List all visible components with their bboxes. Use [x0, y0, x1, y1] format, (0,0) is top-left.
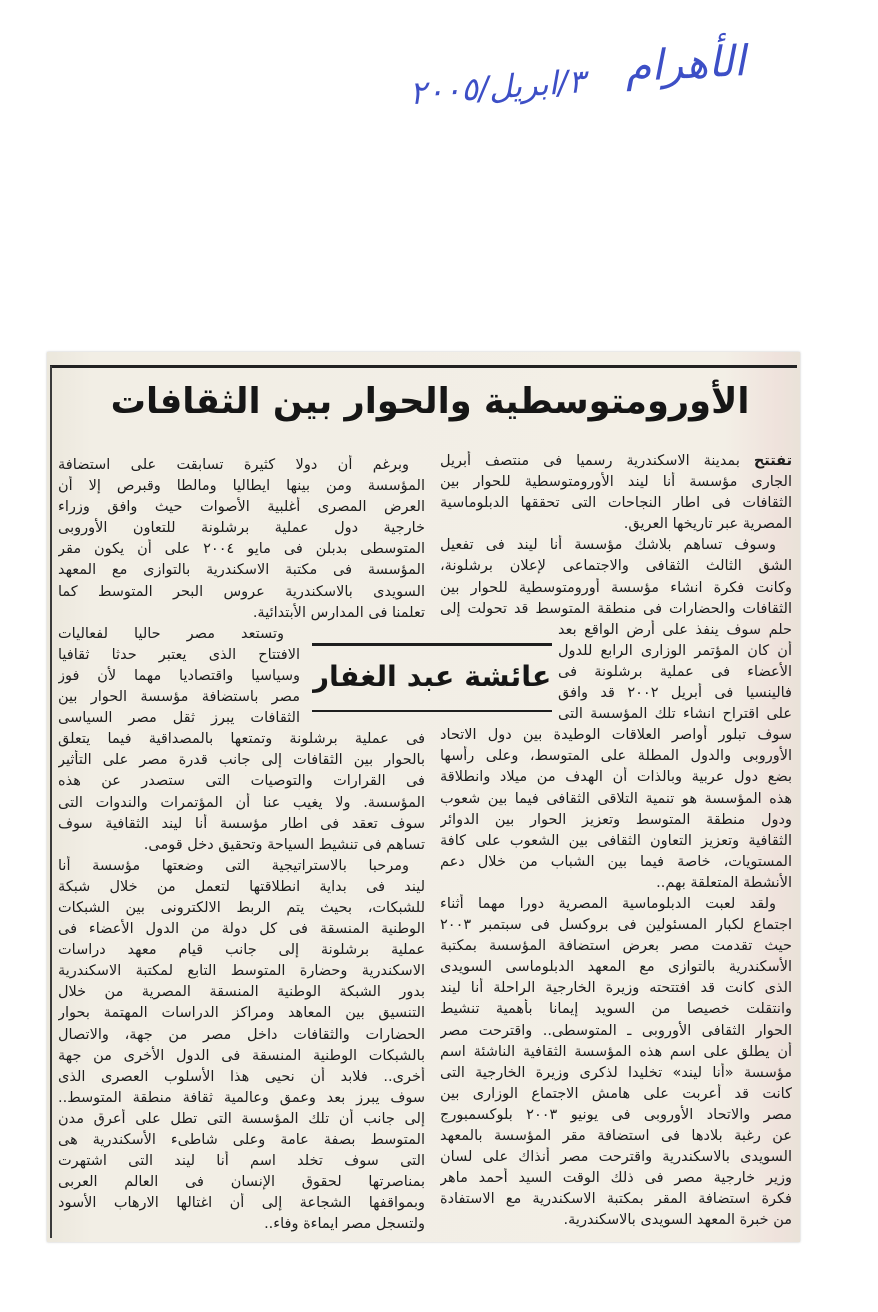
- article-line: خارجية دول عملية برشلونة للتعاون الأوروبى: [58, 520, 425, 537]
- article-line: وزير خارجية مصر فى ذلك الوقت السيد أحمد ماهر: [440, 1170, 792, 1187]
- article-line: بضع دول عربية وبالذات أن الهدف من ميلاد وانطلاقة: [440, 769, 792, 786]
- article-line: فى القرارات والتوصيات التى ستصدر عن هذه: [58, 773, 425, 790]
- article-line: فالينسيا فى أبريل ٢٠٠٢ قد وافق: [558, 685, 792, 702]
- article-line: الأوروبى والدول المطلة على المتوسط، وعلى رأسها: [440, 748, 792, 765]
- article-line: المستويات، خاصة فيما بين الشباب من خلال دعم: [440, 853, 792, 870]
- article-line: تعلمنا فى المدارس الأبتدائية.: [252, 604, 425, 621]
- article-line: أخرى.. فلابد أن نحيى هذا الأسلوب العصرى الذى: [58, 1068, 425, 1085]
- article-line: العرض المصرى أغلبية الأصوات حيث وافق وزراء: [58, 499, 425, 516]
- article-line: ليند فى بداية انطلاقتها لتعمل من خلال شبكة: [58, 878, 425, 895]
- article-line: عن رغبة بلادها فى استضافة مقر المؤسسة بالمعهد: [440, 1128, 792, 1144]
- article-line: وتستعد مصر حاليا لفعاليات: [58, 625, 284, 642]
- article-line: فكرة استضافة المقر بمكتبة الاسكندرية مع الاستفادة: [440, 1191, 792, 1208]
- article-line: الحوار الثقافى الأوروبى ـ المتوسطى.. واقترحت مصر: [440, 1022, 792, 1039]
- article-line: حلم سوف ينفذ على أرض الواقع بعد: [558, 621, 792, 638]
- article-line: الثقافات والحضارات فى منطقة المتوسط قد تحولت إلى: [440, 600, 792, 617]
- article-headline: الأورومتوسطية والحوار بين الثقافات: [110, 381, 750, 422]
- article-line: وانتقلت خصيصا من السويد إيمانا بأهمية تنشيط: [440, 1001, 792, 1018]
- article-line: الأسكندرية بالتوازى مع المعهد الدبلوماسى السويدى: [440, 959, 792, 976]
- article-line: مصر والاتحاد الأوروبى فى يونيو ٢٠٠٣ بلوكسمبورج: [440, 1106, 792, 1123]
- article-line: تساهم فى تنشيط السياحة وتحقيق دخل قومى.: [143, 836, 425, 853]
- article-line: الأنشطة المتعلقة بهم..: [656, 874, 792, 891]
- article-line: الحضارات والثقافات داخل مصر من جهة، والاتصال: [58, 1026, 425, 1043]
- article-line: أن يطلق على اسم هذه المؤسسة الثقافية الناشئة اسم: [440, 1043, 792, 1060]
- article-line: سوف تعقد فى اطار مؤسسة أنا ليند الثقافية سوف: [58, 815, 425, 832]
- article-line: مؤسسة «أنا ليند» تخليدا لذكرى وزيرة الخارجية التى: [440, 1064, 792, 1081]
- article-line: بالشبكات الوطنية المنسقة فى الدول الأخرى من جهة: [58, 1047, 425, 1064]
- article-line: وسوف تساهم بلاشك مؤسسة أنا ليند فى تفعيل: [440, 537, 776, 554]
- article-line: السويدى بالاسكندرية عروس البحر المتوسط كما: [58, 583, 425, 600]
- article-line: ولقد لعبت الدبلوماسية المصرية دورا مهما أثناء: [440, 895, 776, 912]
- article-line: سوف يبرز بعد وعمق وعالمية ثقافة منطقة المتوسط..: [58, 1089, 425, 1106]
- article-line: حيث تقدمت مصر بعرض استضافة المؤسسة بمكتبة: [440, 938, 792, 955]
- article-line: المؤسسة. ولا يغيب عنا أن المؤتمرات والندوات التى: [58, 794, 425, 811]
- article-line: السويدى بالاسكندرية واقترحت مصر أنذاك على لسان: [440, 1149, 792, 1166]
- article-line-text: بمدينة الاسكندرية رسميا فى منتصف أبريل: [440, 453, 740, 469]
- article-line: الثقافات يبرز ثقل مصر السياسى: [58, 710, 300, 727]
- article-line: [440, 451, 792, 472]
- author-byline: عائشة عبد الغفار: [312, 643, 552, 712]
- article-line: وبمواقفها الشجاعة إلى أن اغتالها الارهاب الأسود: [58, 1195, 425, 1212]
- article-line: كانت قد أعربت على هامش الاجتماع الوزارى بين: [440, 1085, 792, 1102]
- handwritten-date: ٣/ابريل/٢٠٠٥: [408, 62, 587, 113]
- article-line: الذى كانت قد افتتحته وزيرة الخارجية الراحلة أنا ليند: [440, 980, 792, 997]
- article-line: الشق الثالث الثقافى والاجتماعى لإعلان برشلونة،: [440, 558, 792, 575]
- article-line: ولتسجل مصر ايماءة وفاء..: [264, 1216, 425, 1233]
- article-line: ودول منطقة المتوسط وتعزيز الحوار بين الدوائر: [440, 811, 792, 828]
- article-line: المتوسط بصفة عامة وعلى شاطىء الأسكندرية هى: [58, 1132, 425, 1148]
- article-line: سوف تبلور أواصر العلاقات الوطيدة بين دول الاتحاد: [440, 727, 792, 744]
- article-line: أن كان المؤتمر الوزارى الرابع للدول: [558, 642, 792, 659]
- article-line: المؤسسة فى مكتبة الاسكندرية بالتوازى مع المعهد: [58, 562, 425, 579]
- article-line: التنسيق بين المعاهد ومراكز الدراسات المهتمة بحوار: [58, 1005, 425, 1022]
- article-line: المصرية عبر تاريخها العريق.: [623, 516, 792, 533]
- article-line: مصر باستضافة مؤسسة الحوار بين: [58, 689, 300, 706]
- top-rule: [50, 365, 797, 368]
- article-line: الثقافات فى اطار النجاحات التى تحققها الدبلوماسية: [440, 495, 792, 512]
- article-line: من خبرة المعهد السويدى بالاسكندرية.: [563, 1212, 792, 1229]
- article-line: على اقتراح انشاء تلك المؤسسة التى: [558, 706, 792, 723]
- article-line: للشبكات، بحيث يتم الربط الالكترونى بين الشبكات: [58, 899, 425, 916]
- article-line: فى عملية برشلونة وتمتعها بالمصداقية فيما يتعلق: [58, 731, 425, 748]
- lead-word: تفتتح: [753, 453, 792, 469]
- article-line: هذه المؤسسة هو تنمية التلاقى الثقافى فيما بين شعوب: [440, 790, 792, 807]
- article-line: وكانت فكرة انشاء مؤسسة أورومتوسطية للحوار بين: [440, 579, 792, 596]
- article-line: الثقافية وتعزيز التعاون الثقافى بين الشعوب على كافة: [440, 832, 792, 849]
- article-line: الافتتاح الذى يعتبر حدثا ثقافيا: [58, 646, 300, 663]
- article-line: بدور الشبكة الوطنية المنسقة المصرية من خلال: [58, 984, 425, 1001]
- article-line: الأعضاء فى عملية برشلونة فى: [558, 663, 792, 680]
- article-line: الاسكندرية وحضارة المتوسط التابع لمكتبة الاسكندرية: [58, 963, 425, 980]
- article-line: ومرحبا بالاستراتيجية التى وضعتها مؤسسة أنا: [58, 857, 409, 874]
- handwritten-publication-name: الأهرام: [623, 36, 747, 92]
- article-line: التى سوف تخلد اسم أنا ليند التى اشتهرت: [58, 1153, 425, 1170]
- article-line: وبرغم أن دولا كثيرة تسابقت على استضافة: [58, 457, 409, 473]
- article-line: وسياسيا واقتصاديا مهما لأن فوز: [58, 667, 300, 684]
- article-line: اجتماع لكبار المسئولين فى بروكسل فى سبتمبر ٢٠٠٣: [440, 917, 792, 934]
- article-line: المتوسطى بدبلن فى مايو ٢٠٠٤ على أن يكون مقر: [58, 541, 425, 558]
- article-line: إلى جانب أن تلك المؤسسة التى تطل على أعرق مدن: [58, 1110, 425, 1127]
- article-line: المؤسسة ومن بينها ايطاليا ومالطا وقبرص إلا أن: [58, 478, 425, 495]
- article-column-right: [440, 451, 792, 1231]
- article-line: عملية برشلونة إلى جانب قيام معهد دراسات: [58, 942, 425, 959]
- left-edge-rule: [50, 366, 52, 1238]
- article-line: الوطنية المنسقة فى كل دولة من الدول الأعضاء فى: [58, 921, 425, 938]
- article-line: بمناصرتها لحقوق الإنسان فى العالم العربى: [58, 1174, 425, 1191]
- article-line: بالحوار بين الثقافات إلى جانب قدرة مصر على التأثير: [58, 752, 425, 769]
- article-line: الجارى مؤسسة أنا ليند الأورومتوسطية للحوار بين: [440, 474, 792, 491]
- article-column-left: [58, 455, 425, 1235]
